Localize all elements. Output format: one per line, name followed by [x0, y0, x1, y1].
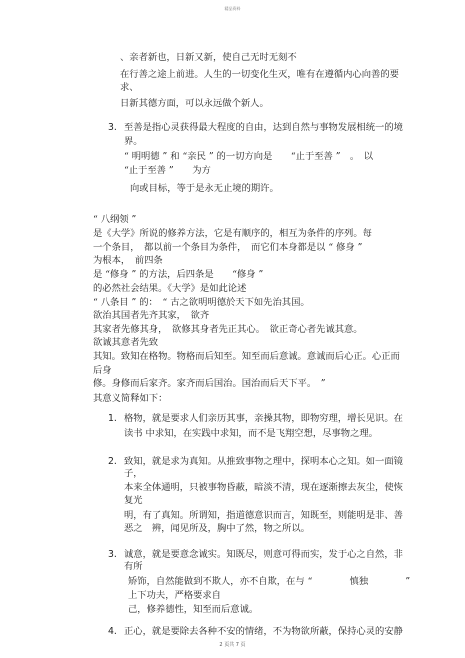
text-line: 欲治其国者先齐其家， 欲齐: [93, 310, 210, 321]
text-line: 为根本， 前四条: [93, 255, 163, 266]
text-line: 是 “修身 ” 的方法，后四条是 “修身 ”: [93, 269, 264, 280]
text-line: 、亲者新也，日新又新，使自己无时无刻不: [120, 52, 297, 63]
text-line: 是《大学》所说的修养方法，它是有顺序的，相互为条件的序列。每: [93, 228, 372, 239]
text-line: 格物，就是要求人们亲历其事，亲操其物，即物穷理，增长见识。在: [124, 413, 403, 424]
text-line: 明，有了真知。所谓知，指道德意识而言，知既至，则能明是非、善: [124, 510, 403, 521]
text-line: 本来全体通明，只被事物昏蔽，暗淡不清，现在逐渐擦去灰尘，使恢: [124, 482, 403, 493]
text-line: “ 明明德 ” 和 “亲民 ” 的一切方向是 “止于至善 ” 。 以: [124, 151, 374, 162]
text-line: “ 八条目 ” 的： “ 古之欲明明德於天下如先治其国。: [93, 297, 310, 308]
text-line: 修。身修而后家齐。家齐而后国治。国治而后天下平。 ”: [93, 378, 326, 389]
text-line: 读书 中求知，在实践中求知，而不是飞翔空想，尽事物之理。: [124, 428, 378, 439]
text-line: 己，修养德性，知至而后意诚。: [128, 604, 259, 615]
text-line: 求、: [120, 82, 139, 93]
list-number: 3.: [108, 549, 117, 560]
text-line: 诚意，就是要意念诚实。知既尽，则意可得而实，发于心之自然，非: [124, 549, 403, 560]
text-line: “ 八纲领 ”: [93, 214, 137, 225]
text-line: 在行善之途上前进。人生的一切变化生灭，唯有在遵循内心向善的要: [120, 69, 399, 80]
list-number: 3.: [108, 122, 117, 133]
text-line: 致知，就是求为真知。从推致事物之理中，探明本心之知。如一面镜: [124, 456, 403, 467]
text-line: 恶之 辨，闻见所及，胸中了然，物之所以。: [124, 523, 310, 534]
text-line: 矫饰，自然能做到不欺人，亦不自欺，在与 “ 慎独 ”: [128, 576, 411, 587]
list-number: 2.: [108, 456, 117, 467]
text-line: 其知。致知在格物。物格而后知至。知至而后意诚。意诚而后心正。心正而: [93, 351, 400, 362]
text-line: 上下功夫，严格要求自: [128, 590, 221, 601]
text-line: 复光: [124, 495, 143, 506]
text-line: 子，: [124, 468, 143, 479]
text-line: 正心，就是要除去各种不安的情绪，不为物欲所蔽，保持心灵的安静: [124, 626, 403, 637]
list-number: 4.: [108, 626, 117, 637]
text-line: “止于至善 ” 为方: [124, 165, 211, 176]
text-line: 有所: [124, 561, 143, 572]
text-line: 界。: [124, 136, 143, 147]
text-line: 向或目标，等于是永无止境的期许。: [130, 183, 279, 194]
text-line: 欲诚其意者先致: [93, 337, 159, 348]
text-line: 的必然社会结果。《大学》是如此论述: [93, 283, 247, 294]
text-line: 至善是指心灵获得最大程度的自由，达到自然与事物发展相统一的境: [124, 122, 403, 133]
text-line: 日新其德方面，可以永远做个新人。: [120, 98, 269, 109]
page-footer: 2 页共 7 页: [219, 642, 246, 648]
text-line: 后身: [93, 365, 112, 376]
list-number: 1.: [108, 413, 117, 424]
text-line: 其家者先修其身， 欲修其身者先正其心。 欲正奇心者先诚其意。: [93, 324, 363, 335]
text-line: 一个条目， 都以前一个条目为条件， 而它们本身都是以 “ 修身 ”: [93, 242, 363, 253]
text-line: 其意义简释如下：: [93, 393, 168, 404]
page-header: 精品资料: [224, 6, 241, 11]
